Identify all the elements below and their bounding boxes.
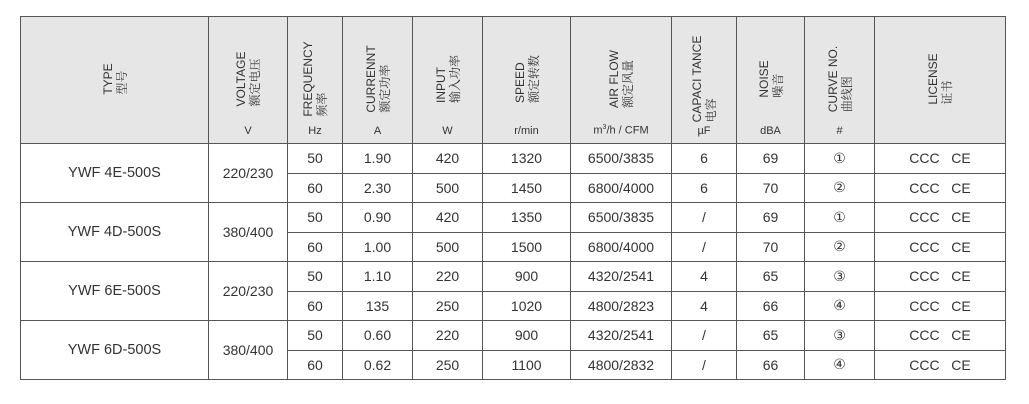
header-airflow [571, 17, 672, 144]
input-cell: 500 [413, 232, 483, 262]
header-voltage-cn: 额定电压 [248, 58, 262, 107]
header-frequency-cn: 频率 [315, 92, 329, 117]
capacitance-cell: / [672, 321, 737, 351]
license-cell: CCC CE [875, 291, 1006, 321]
voltage-cell: 220/230 [209, 144, 288, 203]
license-cell: CCC CE [875, 350, 1006, 380]
header-row [21, 17, 1006, 144]
current-cell: 1.90 [343, 144, 413, 174]
license-cell: CCC CE [875, 173, 1006, 203]
header-current [343, 17, 413, 144]
frequency-cell: 60 [288, 232, 343, 262]
header-capacitance-unit: µF [697, 125, 711, 137]
voltage-cell: 380/400 [209, 203, 288, 262]
header-airflow-unit [571, 124, 671, 137]
frequency-cell: 60 [288, 291, 343, 321]
header-curve-unit: # [836, 125, 843, 137]
capacitance-cell: / [672, 203, 737, 233]
header-frequency-unit: Hz [308, 125, 322, 137]
header-license-cn: 证书 [940, 80, 954, 105]
header-speed-cn: 额定转数 [526, 54, 541, 104]
header-curve-cn: 曲线图 [839, 76, 854, 113]
license-cell: CCC CE [875, 232, 1006, 262]
airflow-cell: 6800/4000 [571, 173, 672, 203]
header-voltage [209, 17, 288, 144]
speed-cell: 1020 [483, 291, 571, 321]
airflow-cell: 4800/2823 [571, 291, 672, 321]
speed-cell: 1350 [483, 203, 571, 233]
noise-cell: 66 [737, 350, 805, 380]
noise-cell: 65 [737, 262, 805, 292]
header-noise [737, 17, 805, 144]
speed-cell: 1320 [483, 144, 571, 174]
noise-cell: 69 [737, 144, 805, 174]
curve-cell: ④ [805, 350, 875, 380]
current-cell: 0.62 [343, 350, 413, 380]
airflow-cell: 4320/2541 [571, 262, 672, 292]
current-cell: 2.30 [343, 173, 413, 203]
capacitance-cell: / [672, 232, 737, 262]
header-curve [805, 17, 875, 144]
model-cell: YWF 4E-500S [21, 144, 209, 203]
curve-cell: ④ [805, 291, 875, 321]
noise-cell: 66 [737, 291, 805, 321]
capacitance-cell: / [672, 350, 737, 380]
airflow-cell: 6500/3835 [571, 144, 672, 174]
header-capacitance-en: CAPACI TANCE [690, 35, 704, 123]
current-cell: 0.60 [343, 321, 413, 351]
airflow-unit-sup: 3 [602, 124, 607, 132]
header-input-unit: W [442, 125, 453, 137]
curve-cell: ② [805, 232, 875, 262]
speed-cell: 1100 [483, 350, 571, 380]
speed-cell: 900 [483, 321, 571, 351]
header-speed [483, 17, 571, 144]
airflow-unit-rest: /h / CFM [606, 125, 649, 137]
header-input-en: INPUT [433, 67, 448, 104]
header-airflow-en: AIR FLOW [607, 49, 621, 109]
noise-cell: 70 [737, 232, 805, 262]
table-row [21, 262, 1006, 292]
header-noise-cn: 噪音 [770, 73, 785, 98]
header-license [875, 17, 1006, 144]
curve-cell: ① [805, 144, 875, 174]
voltage-cell: 380/400 [209, 321, 288, 380]
frequency-cell: 50 [288, 203, 343, 233]
noise-cell: 70 [737, 173, 805, 203]
airflow-unit-m: m [593, 125, 603, 137]
input-cell: 420 [413, 144, 483, 174]
header-current-unit: A [373, 125, 382, 137]
header-speed-unit: r/min [514, 125, 539, 137]
table-row [21, 144, 1006, 174]
curve-cell: ① [805, 203, 875, 233]
license-cell: CCC CE [875, 262, 1006, 292]
model-cell: YWF 6E-500S [21, 262, 209, 321]
noise-cell: 69 [737, 203, 805, 233]
license-cell: CCC CE [875, 144, 1006, 174]
current-cell: 135 [343, 291, 413, 321]
fan-spec-table [20, 16, 1006, 380]
current-cell: 1.00 [343, 232, 413, 262]
header-noise-en: NOISE [756, 60, 771, 98]
header-curve-en: CURVE NO. [825, 45, 840, 113]
input-cell: 250 [413, 291, 483, 321]
header-voltage-unit: V [244, 125, 252, 137]
airflow-cell: 4800/2832 [571, 350, 672, 380]
capacitance-cell: 6 [672, 173, 737, 203]
header-noise-unit: dBA [760, 125, 781, 137]
header-airflow-cn: 额定风量 [621, 59, 635, 109]
curve-cell: ③ [805, 321, 875, 351]
model-cell: YWF 6D-500S [21, 321, 209, 380]
current-cell: 1.10 [343, 262, 413, 292]
input-cell: 500 [413, 173, 483, 203]
airflow-cell: 4320/2541 [571, 321, 672, 351]
current-cell: 0.90 [343, 203, 413, 233]
airflow-cell: 6800/4000 [571, 232, 672, 262]
frequency-cell: 50 [288, 262, 343, 292]
input-cell: 250 [413, 350, 483, 380]
header-frequency-en: FREQUENCY [301, 41, 315, 117]
header-input [413, 17, 483, 144]
header-input-cn: 输入功率 [447, 54, 462, 104]
speed-cell: 900 [483, 262, 571, 292]
header-current-en: CURRENNT [363, 45, 378, 113]
capacitance-cell: 4 [672, 291, 737, 321]
curve-cell: ② [805, 173, 875, 203]
frequency-cell: 50 [288, 144, 343, 174]
voltage-cell: 220/230 [209, 262, 288, 321]
header-license-en: LICENSE [926, 53, 940, 105]
header-frequency [288, 17, 343, 144]
frequency-cell: 60 [288, 173, 343, 203]
curve-cell: ③ [805, 262, 875, 292]
header-voltage-en: VOLTAGE [234, 51, 248, 107]
speed-cell: 1500 [483, 232, 571, 262]
header-speed-en: SPEED [512, 62, 527, 104]
header-type-en: TYPE [100, 63, 115, 95]
header-current-cn: 额定功率 [377, 64, 392, 113]
license-cell: CCC CE [875, 203, 1006, 233]
speed-cell: 1450 [483, 173, 571, 203]
frequency-cell: 50 [288, 321, 343, 351]
table-row [21, 321, 1006, 351]
capacitance-cell: 6 [672, 144, 737, 174]
header-type [21, 17, 209, 144]
input-cell: 220 [413, 321, 483, 351]
airflow-cell: 6500/3835 [571, 203, 672, 233]
header-type-cn: 型号 [114, 70, 129, 95]
frequency-cell: 60 [288, 350, 343, 380]
header-capacitance [672, 17, 737, 144]
header-capacitance-cn: 电容 [704, 98, 718, 123]
model-cell: YWF 4D-500S [21, 203, 209, 262]
table-row [21, 203, 1006, 233]
input-cell: 220 [413, 262, 483, 292]
license-cell: CCC CE [875, 321, 1006, 351]
capacitance-cell: 4 [672, 262, 737, 292]
noise-cell: 65 [737, 321, 805, 351]
input-cell: 420 [413, 203, 483, 233]
